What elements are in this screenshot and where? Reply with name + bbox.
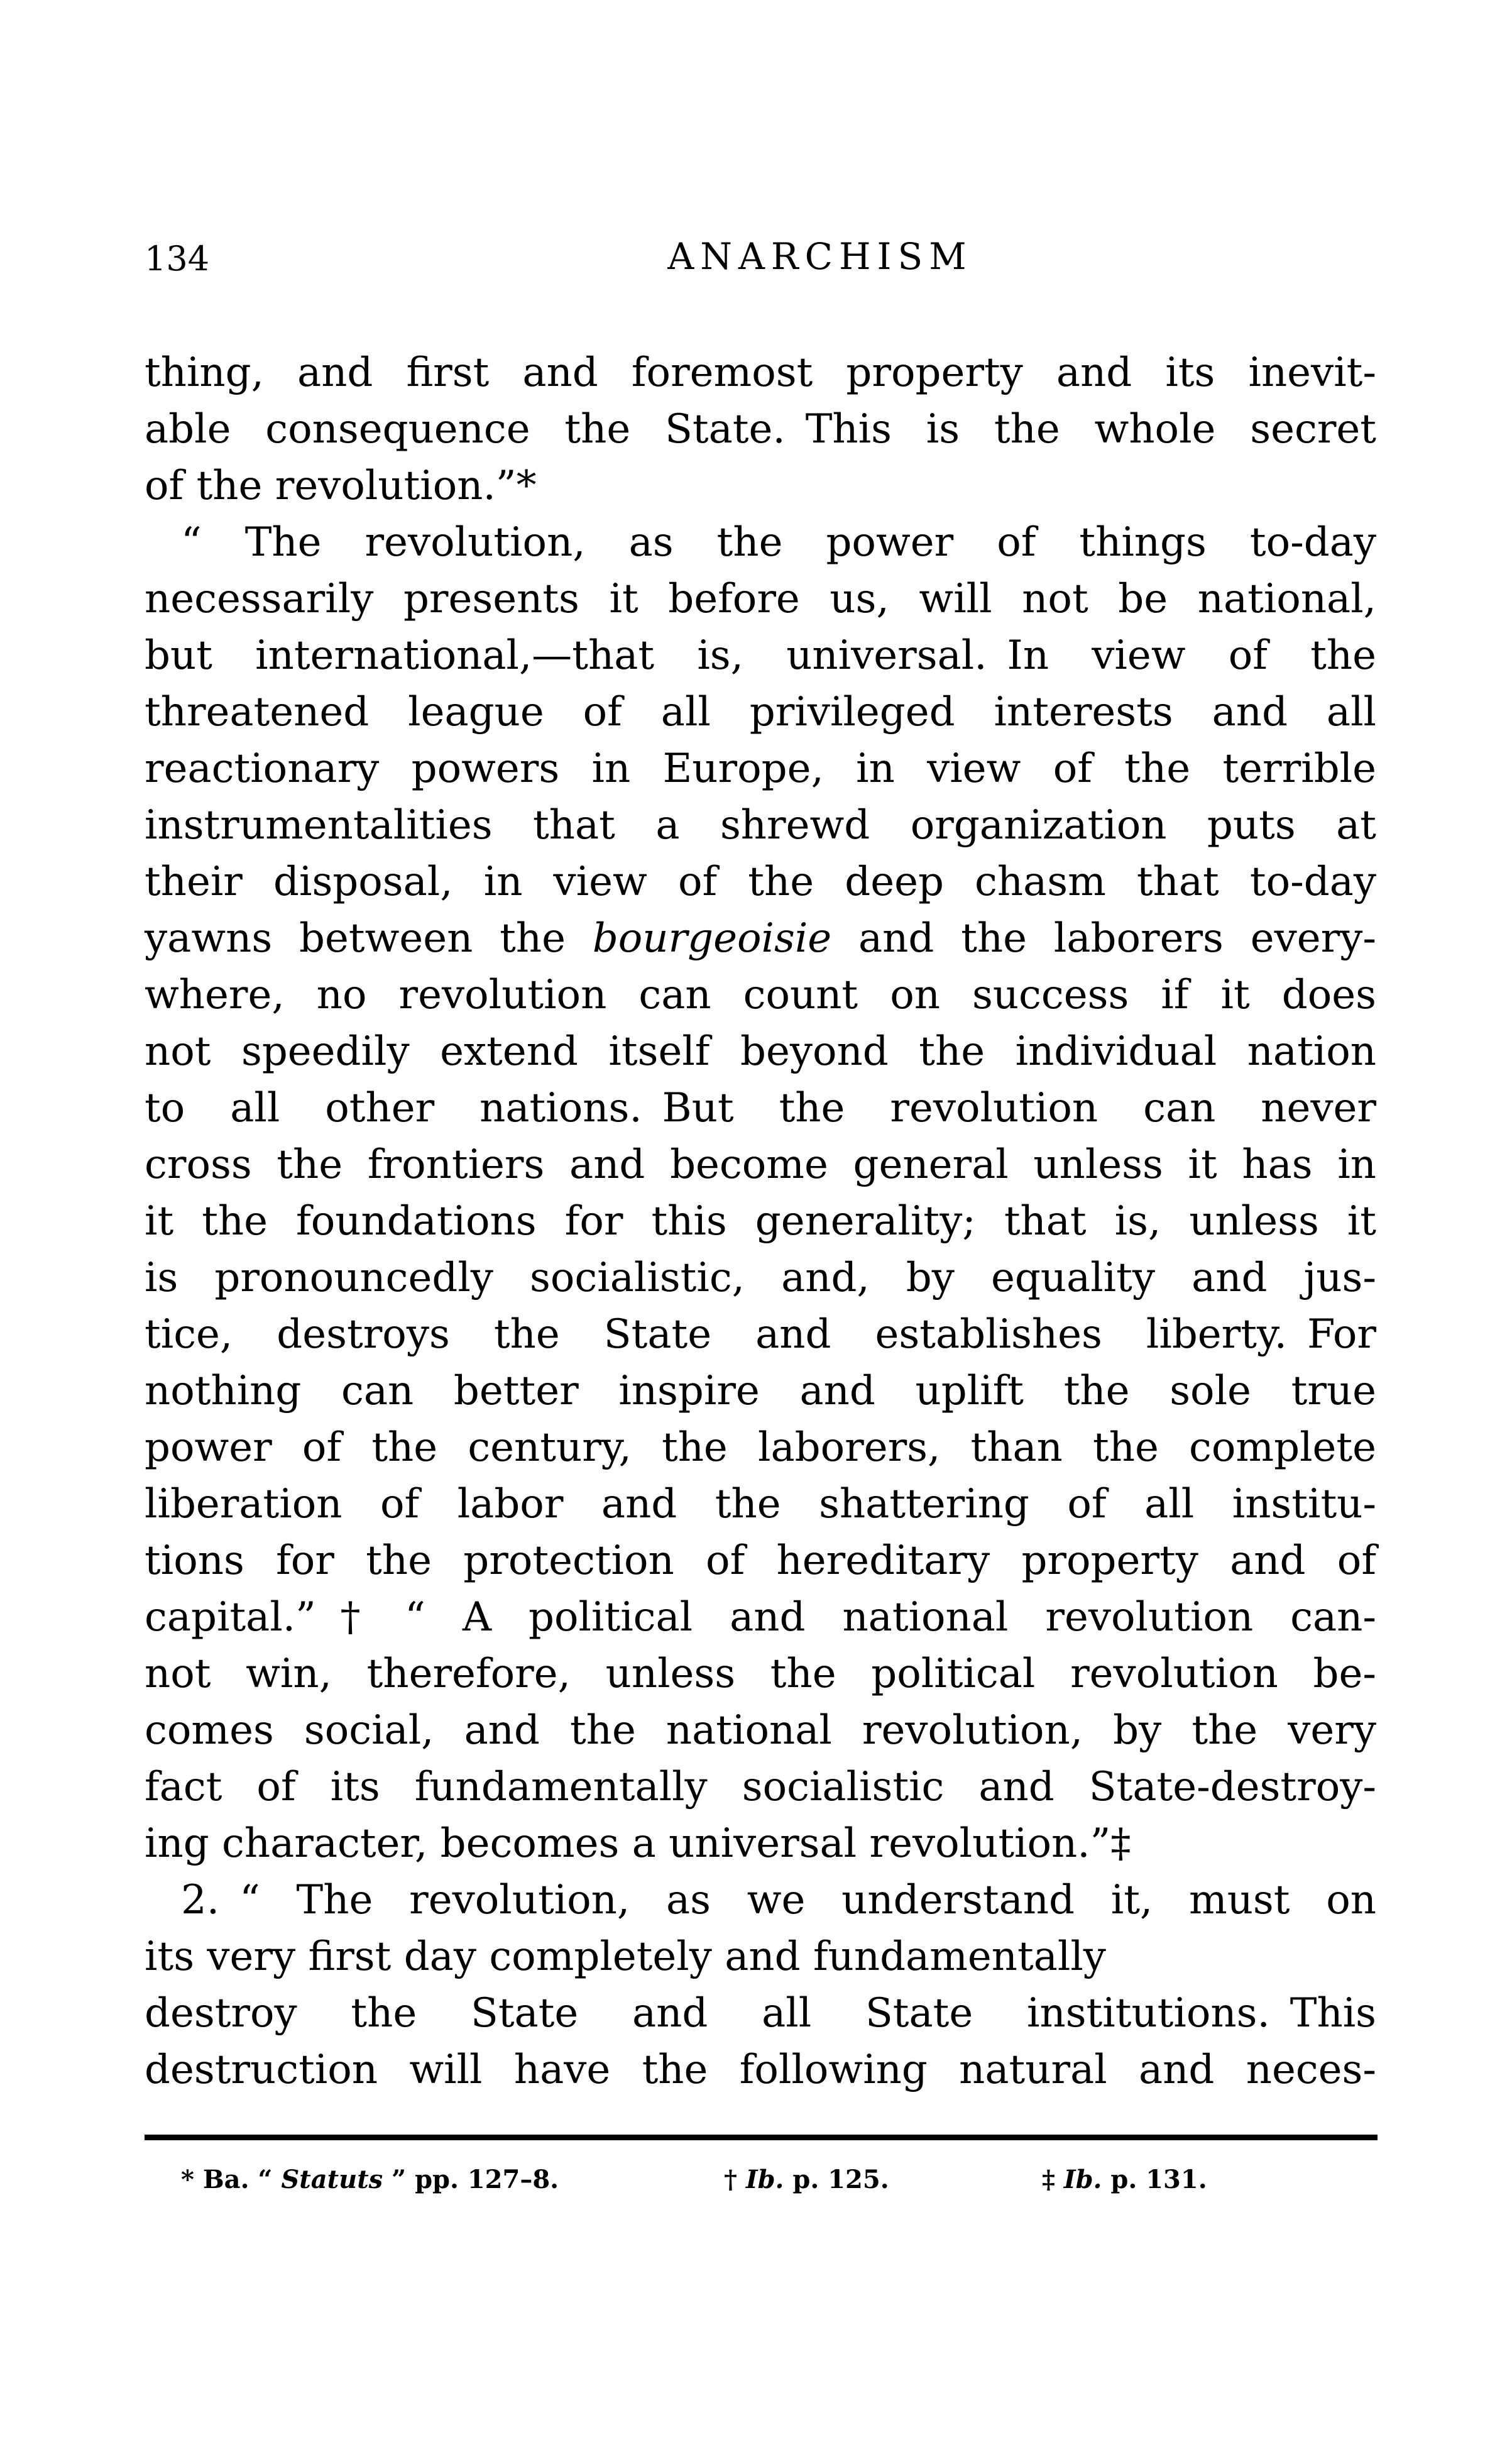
text-line: but international,—that is, universal. In view of the <box>145 632 1376 679</box>
text-line: destruction will have the following natural and neces- <box>145 2047 1376 2093</box>
running-header-title: ANARCHISM <box>667 235 973 278</box>
footnote-marker: † <box>724 2165 737 2194</box>
text-line: not win, therefore, unless the political revolution be- <box>145 1651 1376 1697</box>
text-line: 2. “ The revolution, as we understand it, must on <box>181 1877 1376 1923</box>
text-line: cross the frontiers and become general unless it has in <box>145 1141 1376 1188</box>
text-line: reactionary powers in Europe, in view of the terrible <box>145 745 1376 792</box>
text-line: tice, destroys the State and establishes liberty. For <box>145 1311 1376 1358</box>
footnote-item <box>724 2165 889 2194</box>
text-line: thing, and first and foremost property and its inevit- <box>145 349 1376 396</box>
italic-word: bourgeoisie <box>592 915 832 962</box>
italic-word: Statuts <box>281 2165 383 2194</box>
text-line: threatened league of all privileged interests and all <box>145 689 1376 735</box>
footnote-item <box>1042 2165 1207 2194</box>
text-line: comes social, and the national revolution, by the very <box>145 1707 1376 1754</box>
text-line <box>145 910 1376 967</box>
footnote-marker: ‡ <box>1042 2165 1055 2194</box>
text-line: capital.”† “ A political and national revolution can- <box>145 1594 1376 1641</box>
footnote-item <box>181 2165 559 2194</box>
italic-word: Ib. <box>1063 2165 1102 2194</box>
text-line: its very first day completely and fundamentally <box>145 1933 1106 1980</box>
text-line: destroy the State and all State institutions. This <box>145 1990 1376 2037</box>
text-line: “ The revolution, as the power of things to-day <box>181 519 1376 566</box>
text-segment: ” pp. 127–8. <box>383 2165 559 2194</box>
italic-word: Ib. <box>745 2165 784 2194</box>
text-line: their disposal, in view of the deep chasm that to-day <box>145 859 1376 905</box>
body-text <box>145 344 1376 2098</box>
footnote-marker: * <box>181 2165 194 2194</box>
text-segment: yawns between the <box>145 915 593 962</box>
text-line: able consequence the State. This is the whole secret <box>145 406 1376 453</box>
text-segment: Ba. “ <box>194 2165 282 2194</box>
text-line: fact of its fundamentally socialistic and State-destroy- <box>145 1764 1376 1810</box>
text-line: tions for the protection of hereditary property and of <box>145 1537 1376 1584</box>
text-line: liberation of labor and the shattering of all institu- <box>145 1481 1376 1527</box>
footnotes <box>145 2165 1376 2202</box>
footnote-rule <box>145 2135 1378 2140</box>
text-segment <box>737 2165 746 2194</box>
text-line: necessarily presents it before us, will not be national, <box>145 576 1376 622</box>
text-line: power of the century, the laborers, than the complete <box>145 1424 1376 1471</box>
text-line: it the foundations for this generality; that is, unless it <box>145 1198 1376 1245</box>
text-line: to all other nations. But the revolution can never <box>145 1085 1376 1131</box>
text-line: ing character, becomes a universal revolution.”‡ <box>145 1820 1131 1867</box>
text-line: is pronouncedly socialistic, and, by equality and jus- <box>145 1255 1376 1301</box>
text-segment: p. 125. <box>784 2165 889 2194</box>
text-segment <box>1055 2165 1064 2194</box>
running-header <box>145 235 1376 279</box>
text-line: where, no revolution can count on success if it does <box>145 972 1376 1018</box>
page-number: 134 <box>145 239 210 278</box>
text-line: not speedily extend itself beyond the individual nation <box>145 1028 1376 1075</box>
text-segment: and the laborers every- <box>831 915 1376 962</box>
text-segment: p. 131. <box>1102 2165 1207 2194</box>
text-line: of the revolution.”* <box>145 463 537 509</box>
text-line: instrumentalities that a shrewd organization puts at <box>145 802 1376 849</box>
text-line: nothing can better inspire and uplift the sole true <box>145 1368 1376 1414</box>
